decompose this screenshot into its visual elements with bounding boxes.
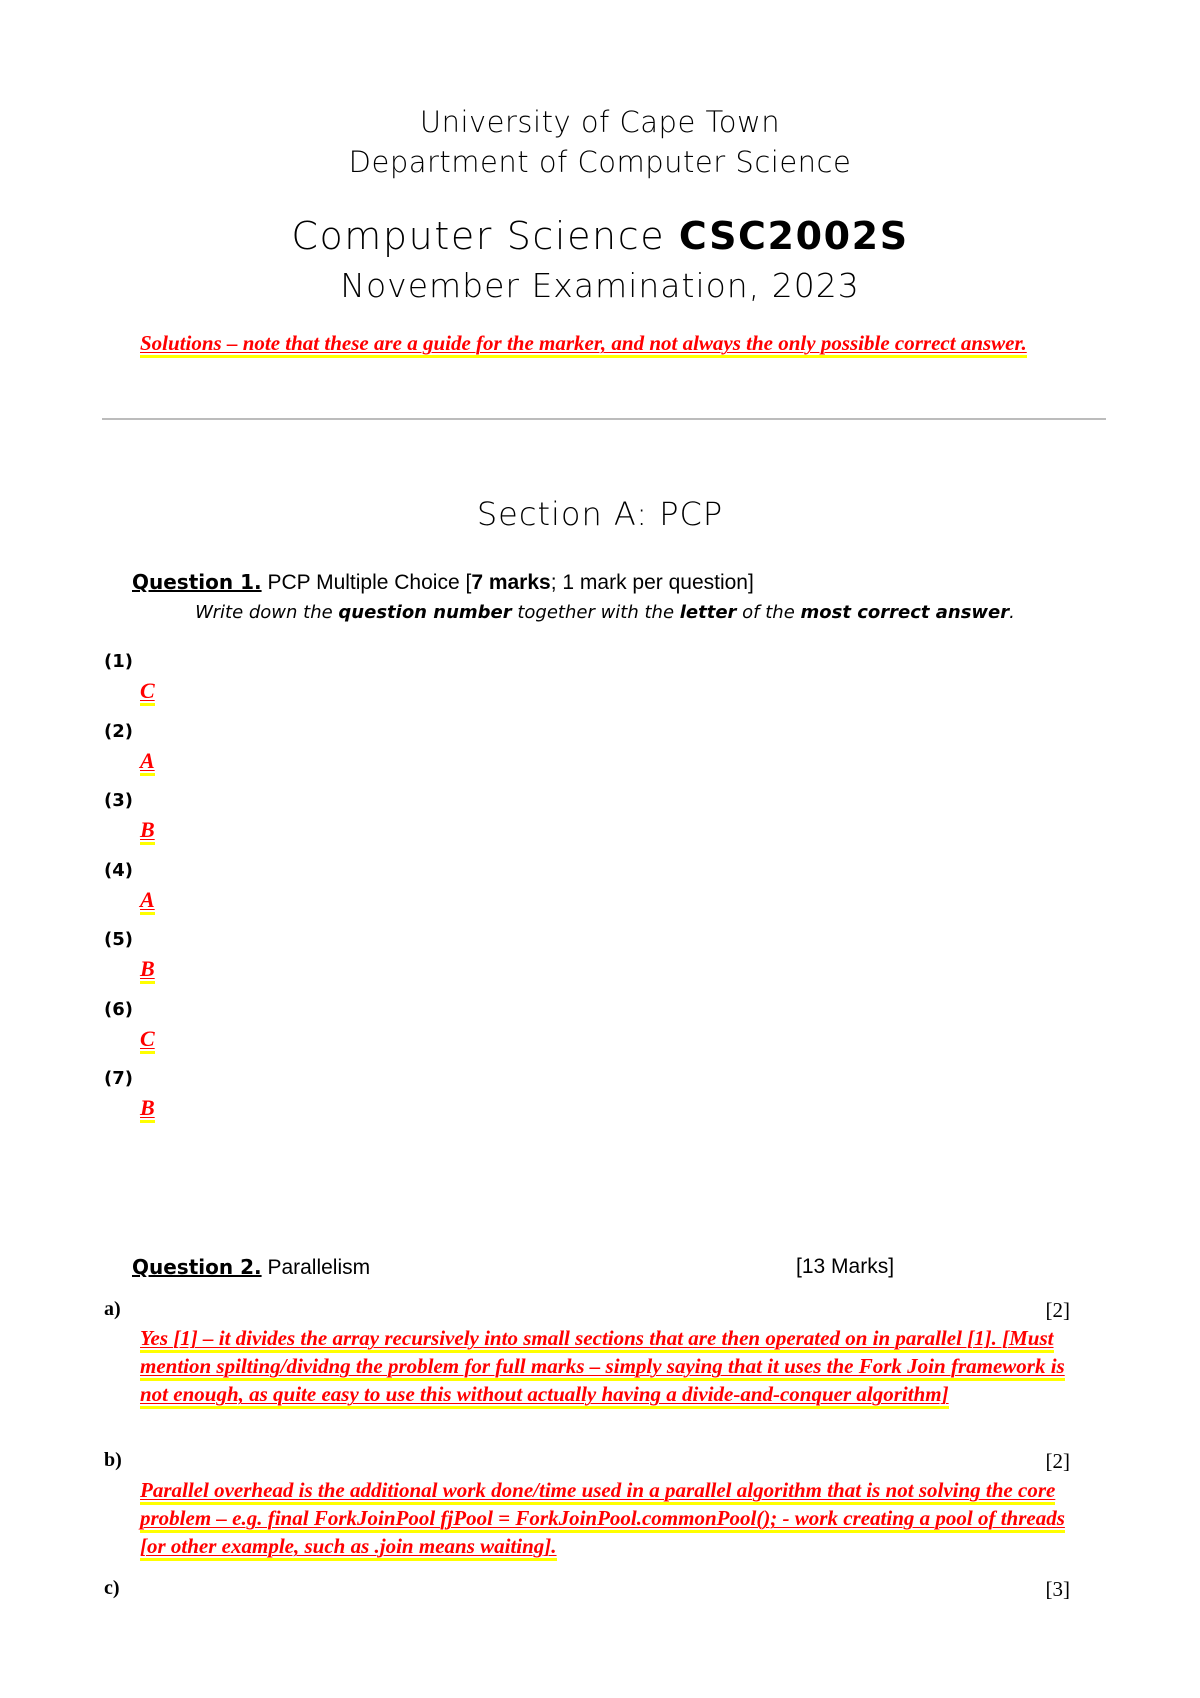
part-marks-a: [2] <box>1045 1298 1070 1322</box>
solutions-note-text: Solutions – note that these are a guide for the marker, and not always the only possible correct answer. <box>140 331 1027 358</box>
question-2-label: Question 2. <box>132 1255 262 1279</box>
answer-letter <box>140 1026 155 1052</box>
instr-bold: letter <box>679 602 737 623</box>
part-label-a: a) <box>104 1298 121 1320</box>
instr-part: together with the <box>511 602 680 623</box>
instr-bold: question number <box>338 602 512 623</box>
answer-letter-text: A <box>140 748 155 776</box>
question-1-title-pre: PCP Multiple Choice [ <box>267 571 472 594</box>
course-prefix: Computer Science <box>291 214 666 258</box>
answer-letter-text: C <box>140 678 155 706</box>
question-1-title-post: ; 1 mark per question] <box>550 571 754 594</box>
answer-letter <box>140 748 155 774</box>
answer-letter-text: A <box>140 887 155 915</box>
answer-letter-text: B <box>140 817 155 845</box>
answer-number: (5) <box>104 929 133 950</box>
course-title <box>0 214 1200 258</box>
answer-number: (3) <box>104 790 133 811</box>
part-marks-b: [2] <box>1045 1449 1070 1473</box>
question-1-title <box>267 571 753 594</box>
question-1-instruction <box>0 602 1200 623</box>
answer-number: (6) <box>104 999 133 1020</box>
question-2-heading <box>132 1255 370 1280</box>
answer-letter <box>140 1095 155 1121</box>
answer-letter-text: B <box>140 956 155 984</box>
part-answer-a <box>140 1324 1080 1408</box>
solutions-note <box>140 329 1040 357</box>
answer-letter <box>140 817 155 843</box>
part-answer-b-text: Parallel overhead is the additional work done/time used in a parallel algorithm that is not solving the core problem – e.g. final ForkJoinPool fjPool = ForkJoinPool.commonPool(); - work creating a pool of threads [or other example, such as .join means waiting]. <box>140 1478 1065 1561</box>
question-1-heading <box>132 570 754 595</box>
instr-part: . <box>1009 602 1015 623</box>
answer-letter-text: C <box>140 1026 155 1054</box>
part-answer-a-text: Yes [1] – it divides the array recursively into small sections that are then operated on in parallel [1]. [Must mention spilting/dividng the problem for full marks – simply saying that it uses the Fork Join framework is not enough, as quite easy to use this without actually having a divide-and-conquer algorithm] <box>140 1326 1065 1409</box>
answer-letter <box>140 956 155 982</box>
horizontal-divider <box>102 418 1106 420</box>
answer-letter-text: B <box>140 1095 155 1123</box>
part-marks-c: [3] <box>1045 1577 1070 1601</box>
answer-number: (4) <box>104 860 133 881</box>
question-2-marks: [13 Marks] <box>796 1255 895 1278</box>
instr-bold: most correct answer <box>800 602 1010 623</box>
part-label-b: b) <box>104 1449 122 1471</box>
answer-letter <box>140 887 155 913</box>
part-answer-b <box>140 1476 1080 1560</box>
instr-part: Write down the <box>195 602 339 623</box>
instr-part: of the <box>736 602 801 623</box>
exam-title: November Examination, 2023 <box>340 266 860 305</box>
section-title: Section A: PCP <box>476 495 724 533</box>
department-title: Department of Computer Science <box>348 145 852 179</box>
part-label-c: c) <box>104 1577 120 1599</box>
answer-number: (2) <box>104 721 133 742</box>
question-1-label: Question 1. <box>132 570 262 594</box>
question-2-title: Parallelism <box>267 1256 371 1279</box>
answer-number: (1) <box>104 651 133 672</box>
course-code: CSC2002S <box>678 214 909 258</box>
question-1-marks: 7 marks <box>471 571 551 594</box>
answer-letter <box>140 678 155 704</box>
university-title: University of Cape Town <box>419 105 781 139</box>
answer-number: (7) <box>104 1068 133 1089</box>
